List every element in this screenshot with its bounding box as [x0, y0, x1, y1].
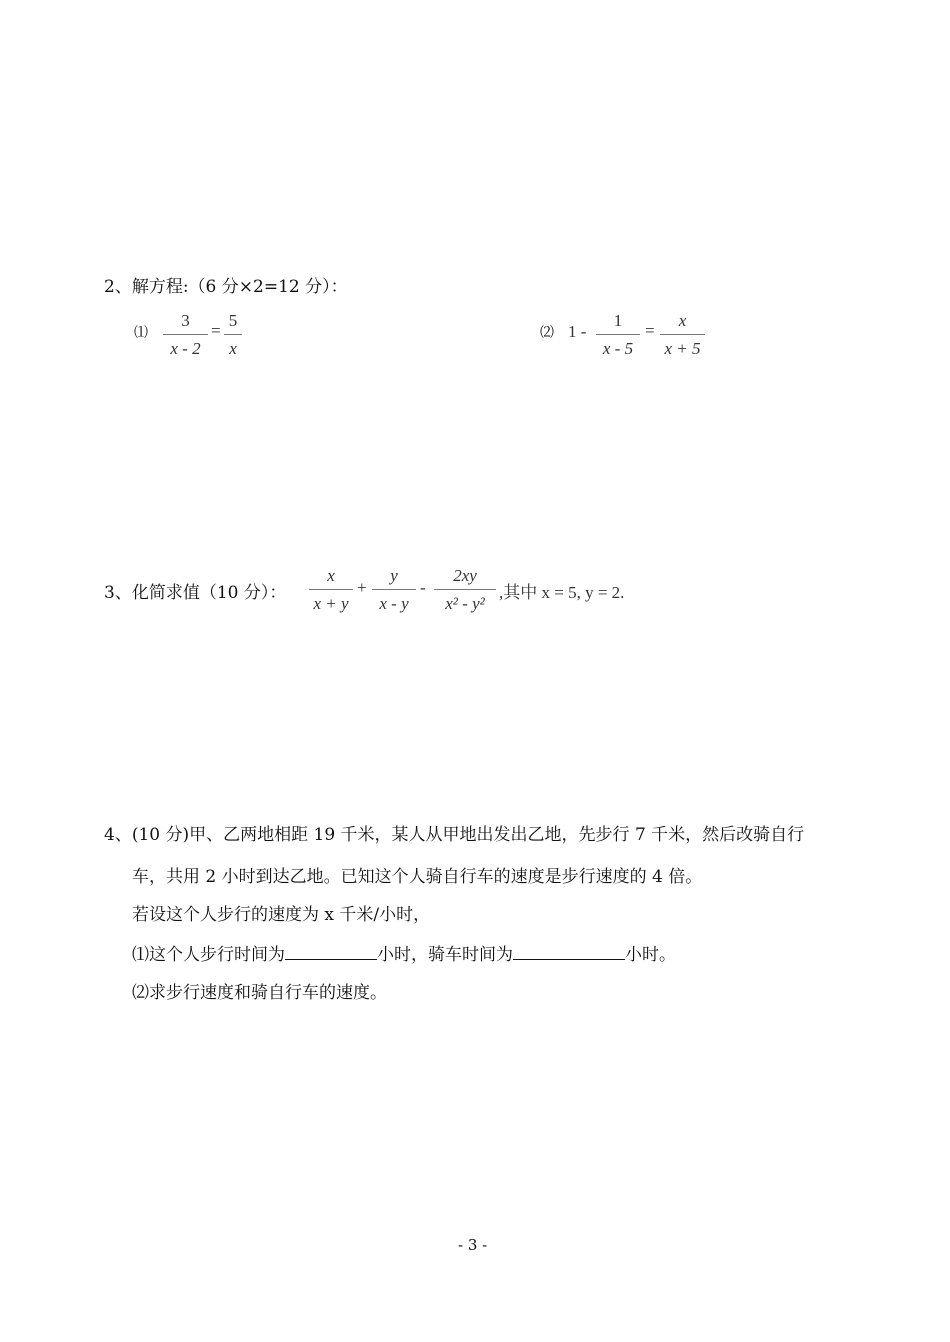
- q3-fraction-2-numerator: y: [390, 566, 398, 585]
- q3-fraction-2: [372, 566, 416, 618]
- fraction-bar: [163, 334, 208, 335]
- q4-line-1: 4、(10 分)甲、乙两地相距 19 千米，某人从甲地出发出乙地，先步行 7 千米，然后改骑自行: [104, 825, 805, 845]
- fraction-bar: [434, 589, 496, 590]
- fraction-bar: [596, 334, 640, 335]
- q3-fraction-2-denominator: x - y: [379, 594, 409, 613]
- q2-part2-label: ⑵: [540, 325, 554, 341]
- q3-fraction-3-denominator: x² - y²: [445, 594, 485, 613]
- q2-part1-rhs-fraction: [224, 311, 242, 363]
- q3-operator-minus: -: [420, 578, 426, 597]
- q4-part1-text-a: ⑴这个人步行时间为: [132, 945, 285, 965]
- q3-fraction-1-numerator: x: [327, 566, 335, 585]
- q2-part1-rhs-denominator: x: [229, 339, 237, 358]
- q2-part2-lhs-denominator: x - 5: [602, 339, 634, 358]
- q4-line-4: [132, 940, 676, 965]
- fraction-bar: [660, 334, 705, 335]
- answer-blank-walking-time[interactable]: [285, 945, 377, 960]
- q3-condition: ,其中 x = 5, y = 2.: [499, 583, 625, 602]
- page-number: - 3 -: [458, 1236, 488, 1254]
- q2-part2-rhs-numerator: x: [678, 311, 687, 330]
- q3-heading: 3、化简求值（10 分）：: [104, 583, 287, 603]
- q4-line-2: 车，共用 2 小时到达乙地。已知这个人骑自行车的速度是步行速度的 4 倍。: [132, 867, 703, 887]
- q3-operator-plus: +: [357, 578, 367, 597]
- answer-blank-cycling-time[interactable]: [513, 945, 625, 960]
- q2-part2-lhs-fraction: [596, 311, 640, 363]
- q2-part1-lhs-numerator: 3: [181, 311, 190, 330]
- q4-part1-text-b: 小时，骑车时间为: [377, 945, 513, 965]
- q2-part1-lhs-fraction: [163, 311, 208, 363]
- q3-fraction-3: [434, 566, 496, 618]
- q2-part1-rhs-numerator: 5: [228, 311, 238, 330]
- q2-part2-prefix: 1 -: [568, 322, 587, 341]
- q3-fraction-1: [309, 566, 353, 618]
- q3-fraction-3-numerator: 2xy: [453, 566, 477, 585]
- q2-part2-rhs-fraction: [660, 311, 705, 363]
- q4-line-5: ⑵求步行速度和骑自行车的速度。: [132, 983, 387, 1003]
- q4-part1-text-c: 小时。: [625, 945, 676, 965]
- fraction-bar: [224, 334, 242, 335]
- q2-part1-equals: =: [211, 321, 221, 340]
- q2-part1-lhs-denominator: x - 2: [170, 339, 201, 358]
- q2-part2-lhs-numerator: 1: [613, 311, 623, 330]
- q2-heading: 2、解方程:（6 分×2=12 分）：: [104, 277, 348, 297]
- fraction-bar: [309, 589, 353, 590]
- q2-part2-rhs-denominator: x + 5: [664, 339, 701, 358]
- q3-fraction-1-denominator: x + y: [313, 594, 349, 613]
- q2-part1-label: ⑴: [134, 325, 148, 341]
- q2-part2-equals: =: [645, 321, 655, 340]
- fraction-bar: [372, 589, 416, 590]
- q4-line-3: 若设这个人步行的速度为 x 千米/小时，: [132, 905, 431, 925]
